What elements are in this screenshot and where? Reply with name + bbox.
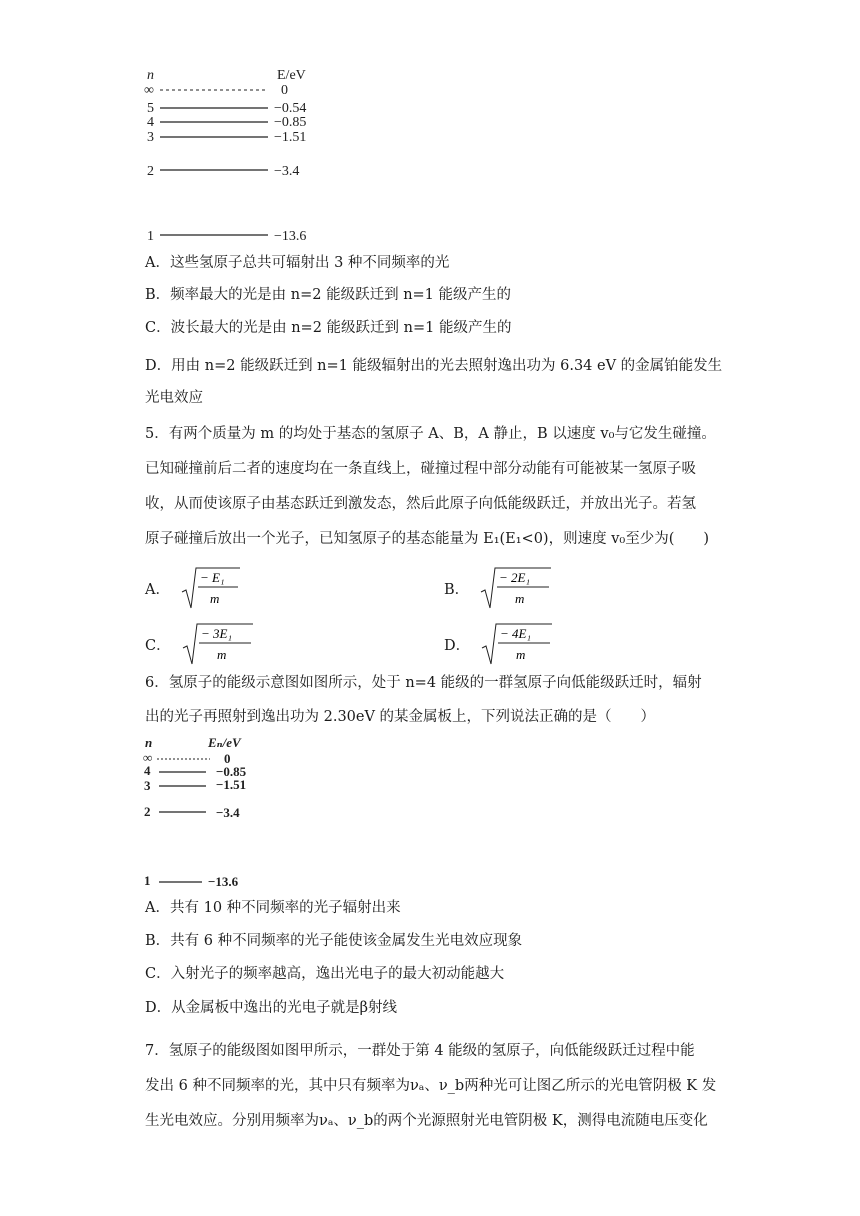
option-text: 共有 10 种不同频率的光子辐射出来	[169, 900, 401, 916]
denominator: m	[209, 591, 220, 606]
q7-line-1: 7．氢原子的能级图如图甲所示，一群处于第 4 能级的氢原子，向低能级跃迁过程中能	[145, 1043, 695, 1059]
denominator: m	[515, 591, 525, 606]
level-3-e: −1.51	[274, 130, 307, 145]
option-label: B．	[145, 933, 171, 949]
level-5-e: −0.54	[274, 101, 307, 116]
option-label: D．	[145, 1000, 172, 1016]
q4-option-b	[145, 285, 511, 305]
q4-option-c	[145, 318, 511, 338]
level-4-n: 4	[144, 763, 151, 778]
option-text: 光电效应	[145, 390, 203, 406]
q6-option-c	[145, 964, 504, 984]
option-label: A．	[145, 581, 170, 598]
q4-option-d	[145, 356, 722, 376]
option-text: 共有 6 种不同频率的光子能使该金属发生光电效应现象	[170, 933, 523, 949]
level-3-n: 3	[144, 778, 151, 793]
energy-level-diagram-2	[140, 732, 280, 892]
q5-line-2: 已知碰撞前后二者的速度均在一条直线上，碰撞过程中部分动能有可能被某一氢原子吸	[145, 461, 696, 477]
q4-option-a	[145, 253, 449, 273]
q6-option-a	[145, 898, 401, 918]
level-4-e: −0.85	[274, 115, 307, 130]
q5-option-d	[444, 622, 554, 666]
level-1-n: 1	[144, 873, 151, 888]
level-4-n: 4	[147, 115, 154, 130]
q5-option-c	[145, 622, 255, 666]
q5-option-b	[444, 566, 553, 610]
level-inf-e: 0	[281, 83, 288, 98]
n-header: n	[145, 735, 153, 750]
sqrt-fraction	[180, 566, 242, 610]
denominator: m	[216, 647, 226, 662]
level-1-e: −13.6	[274, 229, 307, 244]
option-label: C．	[145, 966, 171, 982]
level-2-e: −3.4	[216, 805, 240, 820]
option-text: 这些氢原子总共可辐射出 3 种不同频率的光	[169, 255, 450, 271]
denominator: m	[516, 647, 526, 662]
option-text: 从金属板中逸出的光电子就是β射线	[171, 1000, 398, 1016]
option-text: 入射光子的频率越高，逸出光电子的最大初动能越大	[170, 966, 505, 982]
q6-option-b	[145, 931, 522, 951]
numerator: − 3E₁	[200, 626, 232, 641]
sqrt-fraction	[479, 566, 553, 610]
energy-level-diagram-1	[140, 62, 340, 247]
level-3-n: 3	[147, 130, 154, 145]
q7-line-2: 发出 6 种不同频率的光，其中只有频率为νₐ、ν_b两种光可让图乙所示的光电管阴极 K 发	[145, 1078, 717, 1094]
level-4-e: −0.85	[216, 764, 247, 779]
q6-line-1: 6．氢原子的能级示意图如图所示，处于 n=4 能级的一群氢原子向低能级跃迁时，辐射	[145, 675, 702, 691]
level-inf-e: 0	[224, 751, 231, 766]
level-1-e: −13.6	[208, 874, 239, 889]
q5-line-4: 原子碰撞后放出一个光子，已知氢原子的基态能量为 E₁(E₁<0)，则速度 v₀至少为( )	[145, 531, 710, 547]
option-label: A．	[145, 900, 170, 916]
q4-option-d-cont	[145, 388, 203, 408]
level-3-e: −1.51	[216, 777, 247, 792]
sqrt-fraction	[480, 622, 554, 666]
n-header: n	[147, 68, 154, 83]
option-label: B．	[145, 287, 171, 303]
numerator: − E₁	[199, 570, 225, 585]
e-header: Eₙ/eV	[208, 735, 241, 750]
option-label: A．	[145, 255, 170, 271]
level-2-e: −3.4	[274, 164, 300, 179]
option-label: C．	[145, 637, 171, 654]
option-label: B．	[444, 581, 470, 598]
q6-line-2: 出的光子再照射到逸出功为 2.30eV 的某金属板上，下列说法正确的是（ ）	[145, 709, 656, 725]
numerator: − 2E₁	[499, 570, 531, 585]
e-header: E/eV	[277, 68, 306, 83]
q5-line-1: 5．有两个质量为 m 的均处于基态的氢原子 A、B，A 静止，B 以速度 v₀与它发生碰撞。	[145, 426, 716, 442]
q5-line-3: 收，从而使该原子由基态跃迁到激发态，然后此原子向低能级跃迁，并放出光子。若氢	[145, 496, 696, 512]
option-label: C．	[145, 320, 171, 336]
option-label: D．	[145, 358, 172, 374]
sqrt-fraction	[181, 622, 255, 666]
level-2-n: 2	[144, 804, 151, 819]
numerator: − 4E₁	[500, 626, 532, 641]
level-1-n: 1	[147, 229, 154, 244]
level-5-n: 5	[147, 101, 154, 116]
q5-option-a	[145, 566, 242, 610]
level-inf-n: ∞	[143, 750, 153, 765]
option-text: 频率最大的光是由 n=2 能级跃迁到 n=1 能级产生的	[170, 287, 512, 303]
q7-line-3: 生光电效应。分别用频率为νₐ、ν_b的两个光源照射光电管阴极 K，测得电流随电压变化	[145, 1113, 708, 1129]
q6-option-d	[145, 998, 397, 1018]
level-inf-n: ∞	[144, 83, 154, 98]
option-label: D．	[444, 637, 471, 654]
option-text: 波长最大的光是由 n=2 能级跃迁到 n=1 能级产生的	[170, 320, 512, 336]
option-text: 用由 n=2 能级跃迁到 n=1 能级辐射出的光去照射逸出功为 6.34 eV 的金属铂能发生	[171, 358, 723, 374]
level-2-n: 2	[147, 164, 154, 179]
